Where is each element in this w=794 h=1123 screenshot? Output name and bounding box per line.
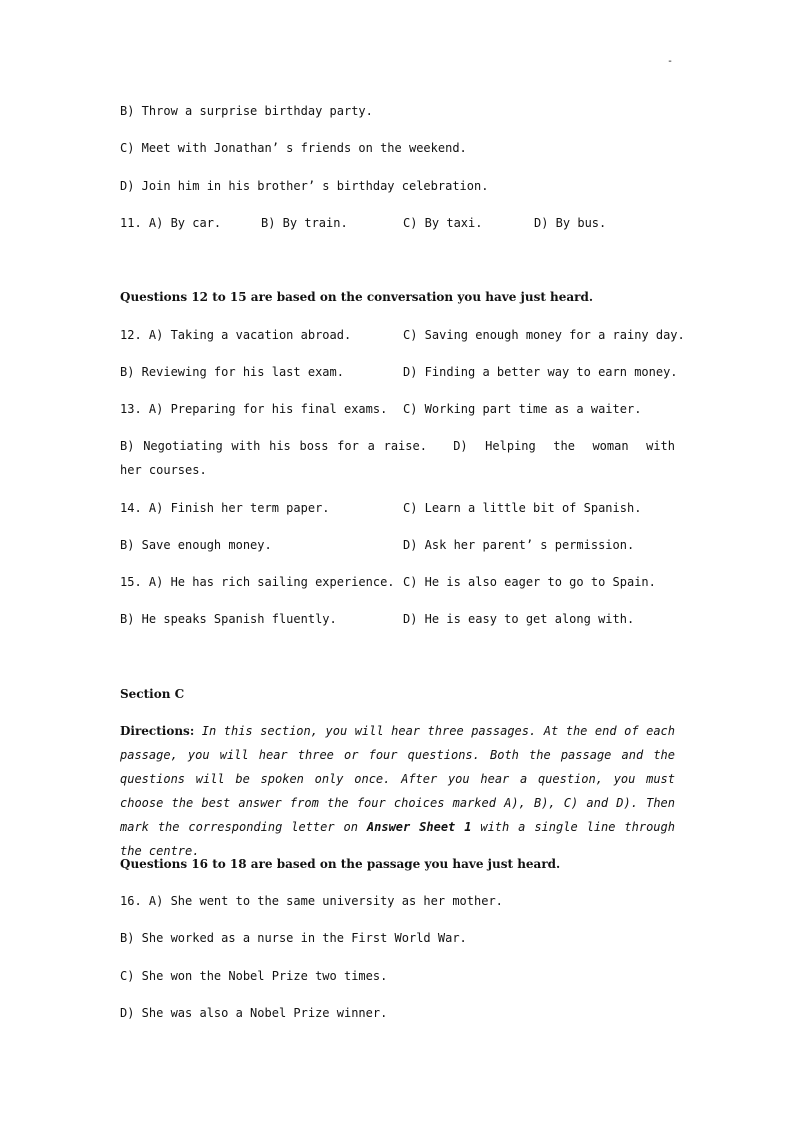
q14-option-a: 14. A) Finish her term paper. bbox=[120, 501, 330, 515]
q15-option-b: B) He speaks Spanish fluently. bbox=[120, 612, 337, 626]
q13-option-a: 13. A) Preparing for his final exams. bbox=[120, 402, 388, 416]
conversation-heading: Questions 12 to 15 are based on the conversation you have just heard. bbox=[120, 290, 594, 304]
passage-heading: Questions 16 to 18 are based on the passage you have just heard. bbox=[120, 857, 561, 871]
q14-option-b: B) Save enough money. bbox=[120, 538, 272, 552]
directions-text-2: with a single line through the centre. bbox=[120, 820, 675, 858]
q10-option-c: C) Meet with Jonathan’ s friends on the weekend. bbox=[120, 141, 467, 155]
q12-option-b: B) Reviewing for his last exam. bbox=[120, 365, 344, 379]
directions-label: Directions: bbox=[120, 724, 195, 738]
q11-option-c: C) By taxi. bbox=[403, 216, 483, 230]
q15-option-c: C) He is also eager to go to Spain. bbox=[403, 575, 656, 589]
header-mark: - bbox=[667, 56, 674, 67]
q15-option-a: 15. A) He has rich sailing experience. bbox=[120, 575, 395, 589]
q11-option-a: 11. A) By car. bbox=[120, 216, 222, 230]
q11-option-b: B) By train. bbox=[261, 216, 348, 230]
q13-option-b-d: B) Negotiating with his boss for a raise. D) Helping the woman with her courses. bbox=[120, 439, 690, 477]
q16-option-d: D) She was also a Nobel Prize winner. bbox=[120, 1006, 388, 1020]
directions-paragraph bbox=[120, 719, 675, 863]
q12-option-a: 12. A) Taking a vacation abroad. bbox=[120, 328, 352, 342]
q11-option-d: D) By bus. bbox=[534, 216, 607, 230]
q13-option-c: C) Working part time as a waiter. bbox=[403, 402, 642, 416]
q16-option-c: C) She won the Nobel Prize two times. bbox=[120, 969, 388, 983]
q12-option-c: C) Saving enough money for a rainy day. bbox=[403, 328, 685, 342]
q16-option-a: 16. A) She went to the same university as her mother. bbox=[120, 894, 503, 908]
q10-option-b: B) Throw a surprise birthday party. bbox=[120, 104, 373, 118]
q12-option-d: D) Finding a better way to earn money. bbox=[403, 365, 678, 379]
q10-option-d: D) Join him in his brother’ s birthday celebration. bbox=[120, 179, 489, 193]
q14-option-d: D) Ask her parent’ s permission. bbox=[403, 538, 635, 552]
directions-text-1: In this section, you will hear three passages. At the end of each passage, you will hear three or four questions. Both the passage and the questions will be spoken only once. After you hear a question, you must choose the best answer from the four choices marked A), B), C) and D). Then mark the corresponding letter on bbox=[120, 724, 675, 834]
q16-option-b: B) She worked as a nurse in the First World War. bbox=[120, 931, 467, 945]
q14-option-c: C) Learn a little bit of Spanish. bbox=[403, 501, 642, 515]
section-c-heading: Section C bbox=[120, 687, 185, 701]
q15-option-d: D) He is easy to get along with. bbox=[403, 612, 635, 626]
answer-sheet-ref: Answer Sheet 1 bbox=[366, 820, 472, 834]
